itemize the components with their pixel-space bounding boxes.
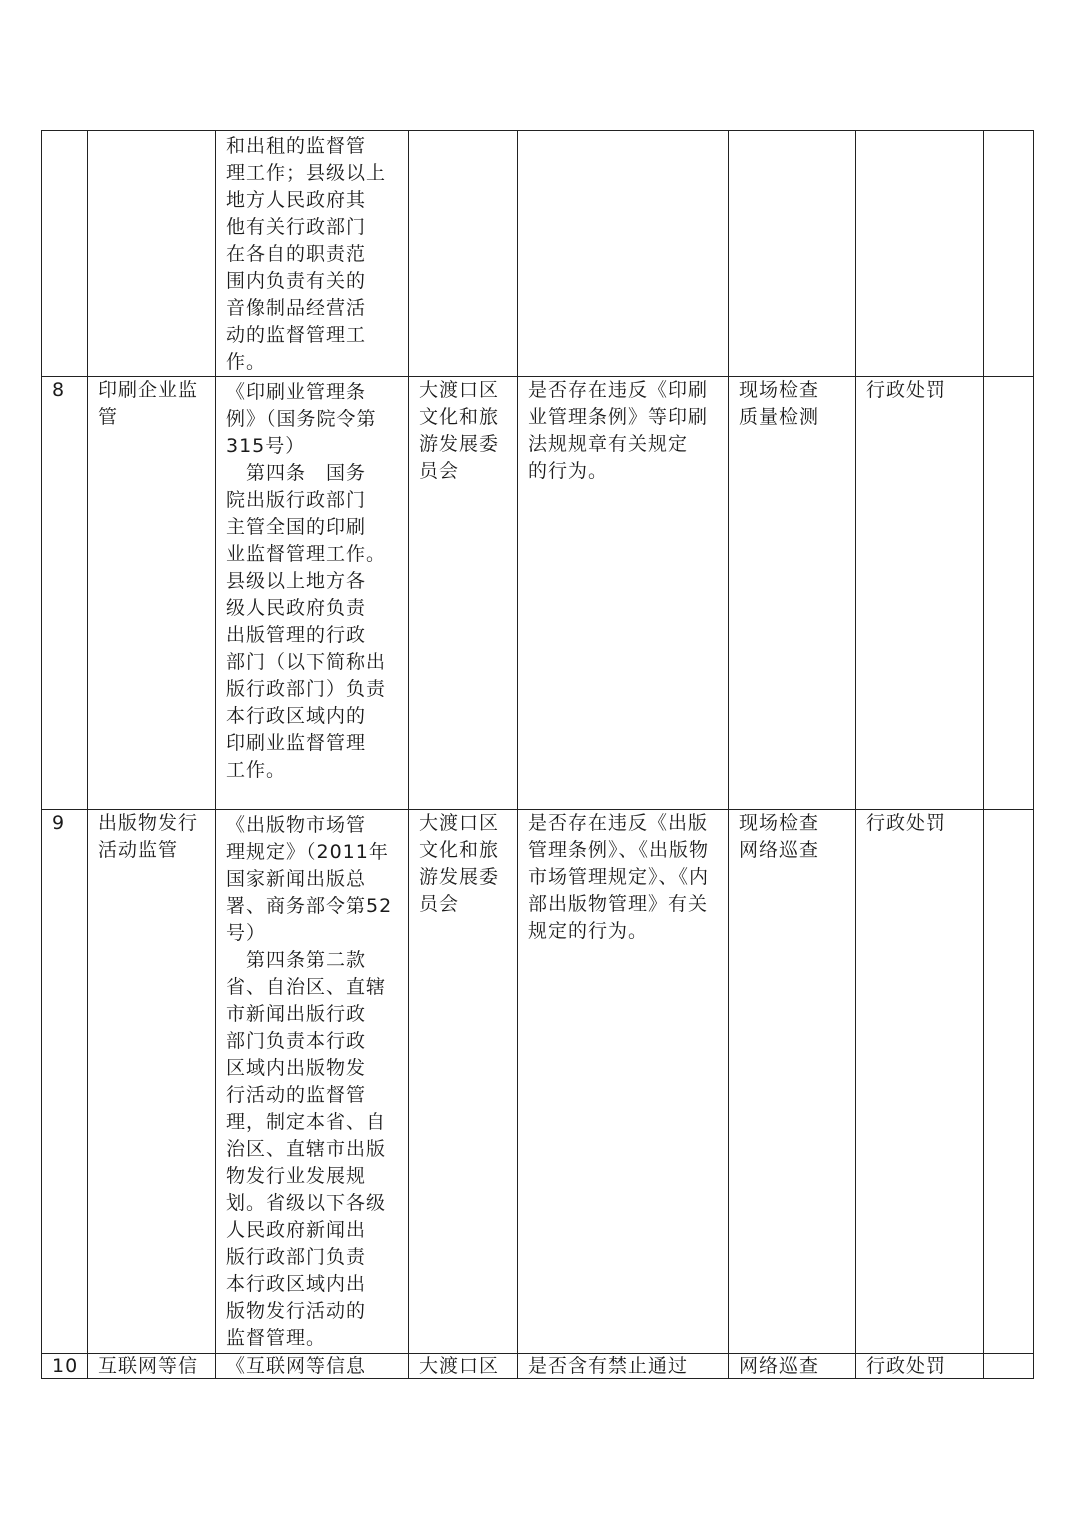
text-line: 监督管理。 [226,1327,327,1349]
text-line: 部门（以下简称出 [226,651,387,673]
text-line: 署、商务部令第52 [226,895,393,917]
department-cell [409,1354,518,1379]
text-line: 大渡口区 [419,379,500,401]
row-number-cell: 9 [42,810,88,1354]
text-line: 版行政部门）负责 [226,678,387,700]
table-row [42,377,1034,810]
text-line: 规定的行为。 [528,920,649,942]
text-line: 网络巡查 [739,1355,820,1377]
text-line: 级人民政府负责 [226,597,367,619]
text-line: 和出租的监督管 [226,135,367,157]
text-line: 第四条第二款 [226,949,367,971]
text-line: 员会 [419,893,460,915]
text-line: 部出版物管理》有关 [528,893,709,915]
text-line: 县级以上地方各 [226,570,367,592]
text-line: 现场检查 [739,812,820,834]
text-line: 人民政府新闻出 [226,1219,367,1241]
text-line: 《印刷业管理条 [226,381,367,403]
item-name-cell [88,810,216,1354]
text-line: 行政处罚 [866,1355,947,1377]
method-cell [729,1354,856,1379]
text-line: 《出版物市场管 [226,814,367,836]
text-line: 业监督管理工作。 [226,543,387,565]
text-line: 省、自治区、直辖 [226,976,387,998]
item-name-cell [88,377,216,810]
text-line: 主管全国的印刷 [226,516,367,538]
text-line: 印刷企业监 [98,379,199,401]
text-line: 文化和旅 [419,406,500,428]
text-line: 部门负责本行政 [226,1030,367,1052]
legal-basis-cell [216,377,409,810]
content-cell [518,1354,729,1379]
text-line: 活动监管 [98,839,179,861]
text-line: 是否含有禁止通过 [528,1355,689,1377]
measure-cell [856,131,984,377]
text-line: 理工作；县级以上 [226,162,387,184]
method-cell [729,131,856,377]
department-cell [409,131,518,377]
measure-cell [856,810,984,1354]
text-line: 区域内出版物发 [226,1057,367,1079]
text-line: 地方人民政府其 [226,189,367,211]
text-line: 工作。 [226,759,287,781]
text-line: 游发展委 [419,433,500,455]
text-line: 本行政区域内出 [226,1273,367,1295]
text-line: 围内负责有关的 [226,270,367,292]
item-name-cell [88,131,216,377]
text-line: 作。 [226,351,267,373]
text-line: 出版管理的行政 [226,624,367,646]
legal-basis-cell [216,131,409,377]
inspection-items-table [41,130,1034,1379]
table-row [42,810,1034,1354]
method-cell [729,810,856,1354]
text-line: 出版物发行 [98,812,199,834]
text-line: 理，制定本省、自 [226,1111,387,1133]
text-line: 本行政区域内的 [226,705,367,727]
text-line: 文化和旅 [419,839,500,861]
content-cell [518,377,729,810]
text-line: 理规定》（2011年 [226,841,389,863]
text-line: 行政处罚 [866,379,947,401]
text-line: 版物发行活动的 [226,1300,367,1322]
measure-cell [856,1354,984,1379]
note-cell [984,377,1034,810]
row-number-cell [42,131,88,377]
table-row [42,1354,1034,1379]
text-line: 印刷业监督管理 [226,732,367,754]
legal-basis-cell [216,810,409,1354]
text-line: 现场检查 [739,379,820,401]
text-line: 是否存在违反《出版 [528,812,709,834]
text-line: 质量检测 [739,406,820,428]
text-line: 治区、直辖市出版 [226,1138,387,1160]
text-line: 例》（国务院令第 [226,408,377,430]
text-line: 游发展委 [419,866,500,888]
text-line: 管理条例》、《出版物 [528,839,710,861]
text-line: 《互联网等信息 [226,1355,367,1377]
text-line: 市新闻出版行政 [226,1003,367,1025]
text-line: 版行政部门负责 [226,1246,367,1268]
method-cell [729,377,856,810]
text-line: 物发行业发展规 [226,1165,367,1187]
text-line: 在各自的职责范 [226,243,367,265]
content-cell [518,131,729,377]
department-cell [409,810,518,1354]
text-line: 网络巡查 [739,839,820,861]
text-line: 行活动的监督管 [226,1084,367,1106]
department-cell [409,377,518,810]
text-line: 是否存在违反《印刷 [528,379,709,401]
note-cell [984,810,1034,1354]
row-number-cell: 10 [42,1354,88,1379]
item-name-cell [88,1354,216,1379]
text-line: 他有关行政部门 [226,216,367,238]
measure-cell [856,377,984,810]
text-line: 音像制品经营活 [226,297,367,319]
legal-basis-cell [216,1354,409,1379]
text-line: 管 [98,406,119,428]
text-line: 院出版行政部门 [226,489,367,511]
text-line: 大渡口区 [419,812,500,834]
note-cell [984,131,1034,377]
text-line: 划。省级以下各级 [226,1192,387,1214]
text-line: 市场管理规定》、《内 [528,866,710,888]
text-line: 号） [226,922,267,944]
text-line: 第四条 国务 [226,462,367,484]
text-line: 国家新闻出版总 [226,868,367,890]
text-line: 业管理条例》等印刷 [528,406,709,428]
text-line: 互联网等信 [98,1355,199,1377]
text-line: 的行为。 [528,460,609,482]
text-line: 法规规章有关规定 [528,433,689,455]
note-cell [984,1354,1034,1379]
text-line: 员会 [419,460,460,482]
text-line: 行政处罚 [866,812,947,834]
content-cell [518,810,729,1354]
text-line: 315号） [226,435,306,457]
table-row [42,131,1034,377]
row-number-cell: 8 [42,377,88,810]
text-line: 大渡口区 [419,1355,500,1377]
text-line: 动的监督管理工 [226,324,367,346]
